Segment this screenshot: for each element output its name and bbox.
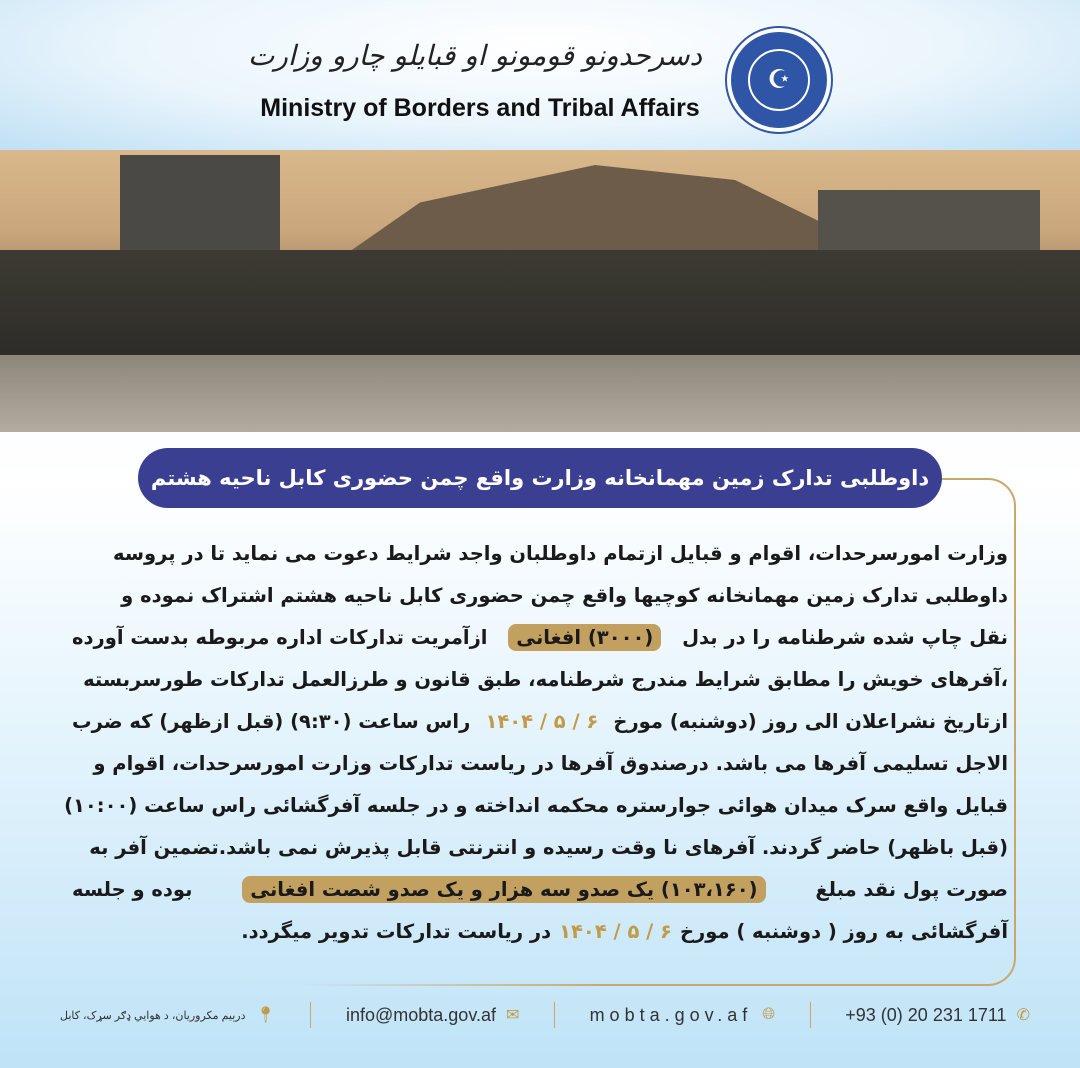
footer-website[interactable] (590, 1005, 776, 1026)
text: نقل چاپ شده شرطنامه را در بدل (682, 625, 1008, 649)
body-line (72, 700, 1008, 742)
body-line (72, 658, 1008, 700)
footer-email[interactable] (346, 1005, 519, 1026)
kabul-photo (0, 150, 1080, 432)
divider (554, 1002, 555, 1028)
body-line (72, 868, 1008, 910)
body-line (72, 616, 1008, 658)
text: ،آفرهای خویش را مطابق شرایط مندرج شرطنامه، طبق قانون و طرزالعمل تدارکات طورسربسته (83, 667, 1008, 691)
ministry-title-pashto: دسرحدونو قومونو او قبایلو چارو وزارت (247, 39, 702, 72)
divider (310, 1002, 311, 1028)
ground (0, 355, 1080, 432)
text: بوده و جلسه (72, 877, 193, 901)
text: الاجل تسلیمی آفرها می باشد. درصندوق آفرها در ریاست تدارکات وزارت امورسرحدات، اقوام و (93, 751, 1008, 775)
gold-frame-bottom (295, 984, 605, 986)
globe-icon: 🌐︎ (762, 1006, 776, 1023)
text: قبایل واقع سرک میدان هوائی جوارستره محکمه انداخته و در جلسه آفرگشائی راس ساعت (۱۰:۰۰) (64, 793, 1008, 817)
footer-address (60, 1005, 276, 1025)
website-link[interactable]: mobta.gov.af (589, 1004, 753, 1025)
divider (810, 1002, 811, 1028)
phone-icon: ✆ (1016, 1007, 1030, 1024)
opening-date: ۶ / ۵ / ۱۴۰۴ (559, 919, 672, 943)
email-link[interactable]: info@mobta.gov.af (345, 1004, 496, 1025)
body-line (72, 742, 1008, 784)
text: آفرگشائی به روز ( دوشنبه ) مورخ (679, 919, 1008, 943)
text: داوطلبی تدارک زمین مهمانخانه کوچیها واقع چمن حضوری کابل ناحیه هشتم اشتراک نموده و (121, 583, 1008, 607)
highlight-fee: (۳۰۰۰) افغانی (508, 624, 661, 651)
address-text: درېیم مکروریان، د هوايي ډګر سړک، کابل (60, 1009, 246, 1022)
header (0, 0, 1080, 150)
body-line (72, 532, 1008, 574)
emblem-icon: ☪ (748, 49, 810, 111)
text: در ریاست تدارکات تدویر میگردد. (241, 919, 552, 943)
text: راس ساعت (۹:۳۰) (قبل ازظهر) که ضرب (72, 709, 471, 733)
text: (قبل باظهر) حاضر گردند. آفرهای نا وقت رسیده و انترنتی قابل پذیرش نمی باشد.تضمین آفر به (89, 835, 1008, 859)
trees (0, 250, 1080, 360)
phone-number: +93 (0) 20 231 1711 (845, 1004, 1007, 1025)
location-pin-icon: 📍︎ (255, 1007, 276, 1024)
body-line (72, 826, 1008, 868)
text: ازتاریخ نشراعلان الی روز (دوشنبه) مورخ (613, 709, 1008, 733)
ministry-title-english: Ministry of Borders and Tribal Affairs (260, 94, 700, 122)
announcement-body (64, 532, 1008, 952)
announcement-title: داوطلبی تدارک زمین مهمانخانه وزارت واقع چمن حضوری کابل ناحیه هشتم (138, 448, 942, 508)
body-line (72, 910, 1008, 952)
body-line (64, 784, 1008, 826)
text: وزارت امورسرحدات، اقوام و قبایل ازتمام داوطلبان واجد شرایط دعوت می نماید تا در پروسه (113, 541, 1008, 565)
text: ازآمریت تدارکات اداره مربوطه بدست آورده (72, 625, 488, 649)
ministry-emblem-logo (727, 28, 831, 132)
body-line (72, 574, 1008, 616)
highlight-guarantee: (۱۰۳،۱۶۰) یک صدو سه هزار و یک صدو شصت افغانی (242, 876, 765, 903)
footer-phone (845, 1005, 1030, 1026)
footer (60, 1000, 1030, 1030)
text: صورت پول نقد مبلغ (815, 877, 1008, 901)
deadline-date: ۶ / ۵ / ۱۴۰۴ (485, 709, 599, 733)
envelope-icon: ✉ (506, 1007, 520, 1024)
